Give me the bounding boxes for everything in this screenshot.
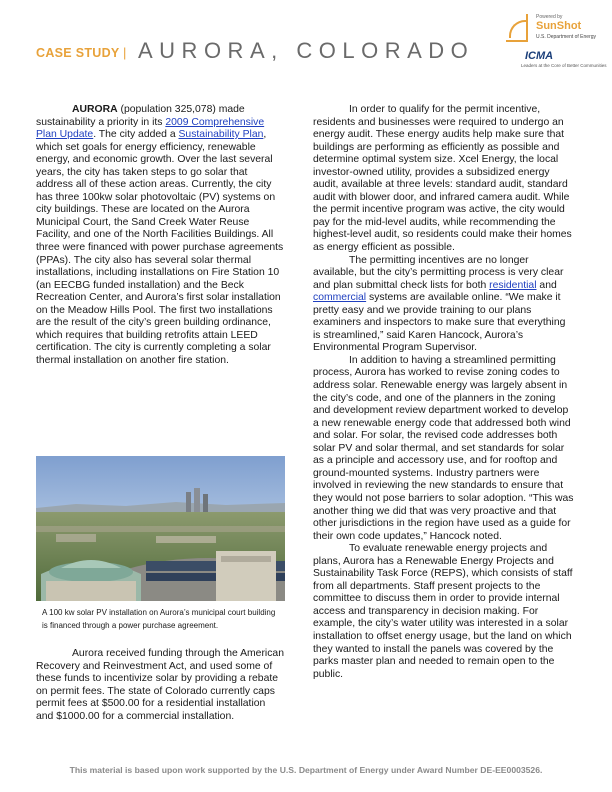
icma-tagline: Leaders at the Core of Better Communities (521, 63, 607, 68)
left-column-bottom (36, 648, 285, 723)
energy-audit-paragraph: In order to qualify for the permit incentive, residents and businesses were required to undergo an energy audit. These energy audits help make sure that buildings are performing as efficiently as possible and determine optimal system size. Xcel Energy, the local investor-owned utility, provides a subsidized energy audit, available at three levels: standard audit, standard audit with blower door, and infrared camera audit. While the permit incentive program was active, the city would pay for the mid-level audits, while recommending the highest-level audit, so residents could make their homes as energy efficient as possible. (313, 104, 572, 254)
right-column (313, 104, 574, 681)
municipal-court-photo (36, 456, 285, 601)
zoning-paragraph: In addition to having a streamlined permitting process, Aurora has worked to revise zoning codes to address solar. Renewable energy was largely absent in the city’s code, and one of the planners in the zoning and development review department worked to develop a new renewable energy code that addressed both wind and solar. For solar, the revised code addresses both solar PV and solar thermal, and set standards for solar as a principle and accessory use, and for rooftop and ground-mounted systems. Industry partners were involved in reviewing the new standards to ensure that they would not pose barriers to solar adoption. “This was another thing we did that was very proactive and that other jurisdictions in the region have used as a guide for their own code updates,” Hancock noted. (313, 354, 574, 542)
sunshot-doe-text: U.S. Department of Energy (536, 34, 597, 40)
intro-paragraph (36, 104, 285, 367)
footer-note: This material is based upon work supported by the U.S. Department of Energy under Award Number DE-EE0003526. (69, 765, 543, 775)
sustainability-plan-link[interactable]: Sustainability Plan (178, 129, 264, 141)
sunshot-powered-text: Powered by (536, 14, 563, 20)
funding-paragraph: Aurora received funding through the American Recovery and Reinvestment Act, and used some of these funds to incentivize solar by providing a rebate on permit fees. The state of Colorado currently caps permit fees at $500.00 for a residential installation and $1000.00 for a commercial installation. (36, 648, 284, 722)
reps-paragraph: To evaluate renewable energy projects and plans, Aurora has a Renewable Energy Projects and Sustainability Task Force (REPS), which consists of staff from all departments. Staff present projects to the committee to discuss them in order to provide internal access and transparency in decision making. For example, the city’s water utility was interested in a solar installation to offset energy usage, but the land on which they wanted to install the panels was covered by the parks master plan and needed to remain open to the public. (313, 543, 573, 680)
icma-name: ICMA (525, 50, 554, 62)
residential-link[interactable]: residential (489, 279, 537, 291)
left-column (36, 104, 285, 367)
intro-text-b: . The city added a (93, 129, 179, 141)
permitting-text-b: and (536, 279, 557, 291)
commercial-link[interactable]: commercial (313, 292, 367, 304)
photo-caption: A 100 kw solar PV installation on Aurora’s municipal court building is financed through a power purchase agreement. (42, 608, 276, 631)
case-study-label: CASE STUDY (36, 46, 120, 60)
sunshot-logo (506, 12, 598, 46)
permitting-paragraph (313, 255, 574, 355)
permitting-text-c: systems are available online. “We make it pretty easy and we provide training to our plans examiners and inspectors to make sure that everything is streamlined,” said Karen Hancock, Aurora’s Environmental Program Supervisor. (313, 292, 566, 354)
city-name: AURORA (72, 104, 118, 115)
sunshot-name: SunShot (536, 20, 582, 32)
page-header (0, 0, 612, 80)
header-separator: | (123, 45, 127, 60)
permitting-text-a: The permitting incentives are no longer available, but the city’s permitting process is very clear and plan submittal check lists for both (313, 254, 564, 291)
intro-text-a: (population 325,078) made sustainability a priority in its (36, 104, 245, 128)
sunshot-mark-icon (506, 14, 528, 42)
page-title: AURORA, COLORADO (138, 38, 475, 63)
icma-logo (521, 50, 607, 72)
comprehensive-plan-link[interactable]: 2009 Comprehensive Plan Update (36, 116, 265, 141)
intro-text-c: , which set goals for energy efficiency, renewable energy, and economic growth. Over the last several years, the city has taken steps to go solar that address all of these action areas. Currently, the city has three 100kw solar photovoltaic (PV) systems on city buildings. These are located on the Aurora Municipal Court, the Sand Creek Water Reuse Facility, and one of the North Facilities Buildings. All three were financed with power purchase agreements (PPAs). The city also has several solar thermal installations, including installations on Fire Station 10 (an EECBG funded installation) and the Beck Recreation Center, and Aurora’s first solar installation on the Meadow Hills Pool. The first two installations are the result of the city’s green building ordinance, which requires that building retrofits attain LEED certification. The city is currently completing a solar thermal installation on another fire station. (36, 129, 284, 366)
